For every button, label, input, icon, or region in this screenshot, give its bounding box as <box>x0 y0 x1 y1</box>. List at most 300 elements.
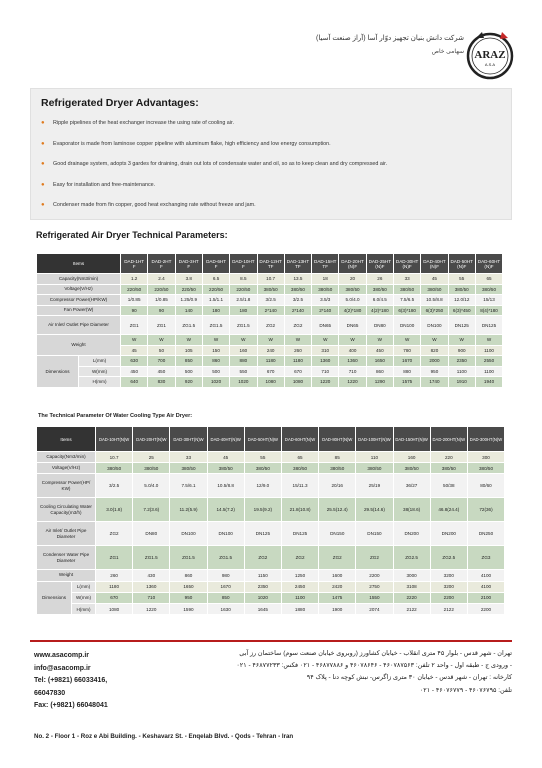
table-cell: 1740 <box>421 377 448 388</box>
model-header: DAD-3HT F <box>175 254 202 274</box>
table-cell: 1360 <box>133 581 170 592</box>
table-cell: 830 <box>148 377 175 388</box>
row-label: Cooling Circulating Water Capacity(m3/h) <box>37 498 96 522</box>
table-cell: DN200 <box>393 522 430 546</box>
table-row <box>37 377 503 388</box>
items-header: Items <box>37 254 121 274</box>
website-link[interactable]: www.asacomp.ir <box>34 652 89 659</box>
table2-title: The Technical Parameter Of Water Cooling Type Air Dryer: <box>38 413 193 419</box>
table-cell: DN125 <box>281 522 318 546</box>
table-cell: 4(2)*180 <box>366 305 393 316</box>
table-cell: 380/50 <box>393 284 420 295</box>
table-cell: 25/19 <box>356 474 393 498</box>
table-row <box>37 452 505 463</box>
table-cell: 10.5/8.8 <box>207 474 244 498</box>
row-label: Weight <box>37 570 96 581</box>
table-cell: 1250 <box>281 570 318 581</box>
table-cell: 670 <box>284 366 311 377</box>
table-cell: DN65 <box>339 316 366 335</box>
table-cell: 500 <box>202 366 229 377</box>
table-cell: 3.5/3 <box>312 295 339 306</box>
table-cell: 1900 <box>319 603 356 614</box>
table-cell: 850 <box>175 356 202 367</box>
table-cell: 1220 <box>312 377 339 388</box>
model-header: DAD-50HT(N)W <box>244 427 281 452</box>
svg-text:ARAZ: ARAZ <box>474 49 506 61</box>
table-cell: 55 <box>244 452 281 463</box>
table-cell: 670 <box>96 592 133 603</box>
table-cell: 3/2.5 <box>96 474 133 498</box>
table-cell: 1550 <box>356 592 393 603</box>
table-cell: 1180 <box>96 581 133 592</box>
list-item: ● Easy for installation and free-maintenance. <box>41 181 156 188</box>
table-cell: W <box>202 335 229 346</box>
row-label: Compressor Power(HP/KW) <box>37 295 121 306</box>
table-cell: 1080 <box>257 377 284 388</box>
table-cell: 1100 <box>281 592 318 603</box>
bullet-icon: ● <box>41 202 45 209</box>
table-cell: 1290 <box>366 377 393 388</box>
table-cell: 1/0.85 <box>121 295 148 306</box>
model-header: DAD-2HT F <box>148 254 175 274</box>
model-header: DAD-200HT(N)W <box>430 427 467 452</box>
table-cell: 260 <box>284 345 311 356</box>
table-cell: ZG2.5 <box>393 546 430 570</box>
table-cell: 180 <box>230 305 257 316</box>
row-label: Voltage(V/Hz) <box>37 284 121 295</box>
table-cell: 1180 <box>257 356 284 367</box>
table-cell: 65 <box>475 274 502 285</box>
row-label: Fan Power(W) <box>37 305 121 316</box>
advantages-title: Refrigerated Dryer Advantages: <box>41 97 199 109</box>
table-cell: W <box>230 335 257 346</box>
table-cell: 1020 <box>230 377 257 388</box>
table-cell: 3108 <box>393 581 430 592</box>
table-cell: 670 <box>257 366 284 377</box>
table-cell: 300 <box>467 452 504 463</box>
table-cell: DN125 <box>244 522 281 546</box>
model-header: DAD-12HT TF <box>257 254 284 274</box>
table-cell: W <box>393 335 420 346</box>
table-cell: 19.5(9.2) <box>244 498 281 522</box>
table-cell: 25.5(12.4) <box>319 498 356 522</box>
table-cell: DN80 <box>366 316 393 335</box>
model-header: DAD-1HT F <box>121 254 148 274</box>
table-cell: ZG2 <box>284 316 311 335</box>
table-cell: W <box>121 335 148 346</box>
table-row <box>37 592 505 603</box>
row-label: Voltage(V/Hz) <box>37 463 96 474</box>
table-cell: 450 <box>121 366 148 377</box>
table-cell: 1475 <box>319 592 356 603</box>
table-cell: 20 <box>339 274 366 285</box>
dimension-sublabel: W(mm) <box>79 366 121 377</box>
table-row <box>37 295 503 306</box>
table-cell: W <box>175 335 202 346</box>
model-header: DAD-15HT TF <box>312 254 339 274</box>
table-cell: 50 <box>148 345 175 356</box>
table-cell: 1.25/0.9 <box>175 295 202 306</box>
table-cell: ZG1.5 <box>207 546 244 570</box>
table-row <box>37 356 503 367</box>
table-cell: 980 <box>207 570 244 581</box>
table-cell: 380/50 <box>475 284 502 295</box>
table-cell: W <box>421 335 448 346</box>
table-cell: 2200 <box>430 592 467 603</box>
table-cell: 1360 <box>312 356 339 367</box>
table-cell: 850 <box>207 592 244 603</box>
table-cell: ZG2 <box>281 546 318 570</box>
list-item: ● Ripple pipelines of the heat exchanger increase the using rate of cooling air. <box>41 120 235 127</box>
phone-text-2: 66047830 <box>34 689 66 697</box>
table-cell: 380/50 <box>284 284 311 295</box>
table-cell: DN100 <box>393 316 420 335</box>
table-cell: 8.5 <box>230 274 257 285</box>
row-label: Capacity(Nm3/min) <box>37 274 121 285</box>
table-cell: 1020 <box>202 377 229 388</box>
bullet-icon: ● <box>41 120 45 127</box>
table-cell: 950 <box>170 592 207 603</box>
table-cell: 380/50 <box>133 463 170 474</box>
email-link[interactable]: info@asacomp.ir <box>34 664 91 672</box>
footer-divider <box>30 640 512 642</box>
table-header-row <box>37 427 505 452</box>
table-cell: 11.2(5.9) <box>170 498 207 522</box>
table-cell: 7.2(3.6) <box>133 498 170 522</box>
table-cell: W <box>339 335 366 346</box>
table-cell: 10.7 <box>96 452 133 463</box>
advantages-panel <box>30 88 512 220</box>
table-cell: 380/50 <box>96 463 133 474</box>
model-header: DAD-25HT (N)F <box>366 254 393 274</box>
table-cell: 33 <box>393 274 420 285</box>
table-cell: 55 <box>448 274 475 285</box>
dimensions-label: Dimensions <box>37 356 79 388</box>
table-cell: 6.0/4.5 <box>366 295 393 306</box>
table-cell: 3/2.5 <box>257 295 284 306</box>
table-cell: W <box>366 335 393 346</box>
model-header: DAD-80HT(N)W <box>319 427 356 452</box>
list-item: ● Condenser made from fin copper, good heat exchanging rate without freeze and jam. <box>41 202 256 209</box>
table-cell: 310 <box>312 345 339 356</box>
table-cell: 15/11.3 <box>281 474 318 498</box>
table-cell: 1575 <box>393 377 420 388</box>
table-cell: 2000 <box>421 356 448 367</box>
table-cell: 450 <box>148 366 175 377</box>
table-row <box>37 463 505 474</box>
table-cell: 1880 <box>281 603 318 614</box>
table-cell: 1360 <box>339 356 366 367</box>
model-header: DAD-20HT (N)F <box>339 254 366 274</box>
table-cell: 1910 <box>448 377 475 388</box>
table-cell: 380/50 <box>281 463 318 474</box>
table-row <box>37 305 503 316</box>
table-cell: 920 <box>175 377 202 388</box>
table-cell: 6(3)*180 <box>393 305 420 316</box>
address-fa <box>182 648 512 697</box>
model-header: DAD-300HT(N)W <box>467 427 504 452</box>
address-fa-line: - ورودی ج - طبقه اول - واحد ۲ تلفن: ۴۶۰۷۸۷۵۶۳ - ۴۶۰۷۸۶۴۶ و ۴۶۸۷۷۸۸۶ - ۰۲۱ فکس: ۴۶۸۷۷۲۳۳ - ۰۲۱ <box>236 662 512 670</box>
row-label: Condenser Water Pipe Diameter <box>37 546 96 570</box>
table-cell: 1670 <box>393 356 420 367</box>
dimensions-label: Dimensions <box>37 581 72 615</box>
table-cell: ZG1 <box>121 316 148 335</box>
table-cell: 110 <box>356 452 393 463</box>
table-cell: 21.8(10.8) <box>281 498 318 522</box>
table-cell: W <box>148 335 175 346</box>
table-cell: 1670 <box>207 581 244 592</box>
table-cell: 380/50 <box>319 463 356 474</box>
table-cell: 380/50 <box>207 463 244 474</box>
table-row <box>37 474 505 498</box>
table-cell: 2122 <box>430 603 467 614</box>
table-cell: 1/0.85 <box>148 295 175 306</box>
table-cell: DN65 <box>312 316 339 335</box>
table-cell: 2*140 <box>312 305 339 316</box>
table-cell: 220/50 <box>230 284 257 295</box>
table-cell: DN125 <box>475 316 502 335</box>
table-cell: DN150 <box>356 522 393 546</box>
table-cell: 2200 <box>467 603 504 614</box>
model-header: DAD-40HT(N)W <box>207 427 244 452</box>
table-cell: DN100 <box>170 522 207 546</box>
refrigerated-dryer-table <box>36 253 503 388</box>
row-label: Air Inlet/ Outlet Pipe Diameter <box>37 522 96 546</box>
address-fa-line: تهران - شهر قدس - بلوار ۴۵ متری انقلاب - خیابان کشاورز (روبروی خیابان صنعت سوم) ساختمان رز آبی <box>239 650 512 657</box>
table-cell: 7.5/6.1 <box>170 474 207 498</box>
table-cell: 450 <box>366 345 393 356</box>
table-cell: ZG1.5 <box>175 316 202 335</box>
table-cell: 2420 <box>319 581 356 592</box>
table-cell: 38(18.6) <box>393 498 430 522</box>
table-cell: 2.4 <box>148 274 175 285</box>
table-cell: 860 <box>170 570 207 581</box>
table-row <box>37 335 503 346</box>
table1-title: Refrigerated Air Dryer Technical Parameters: <box>36 230 228 240</box>
table-cell: DN125 <box>448 316 475 335</box>
table-cell: 29.5(14.6) <box>356 498 393 522</box>
table-cell: 1940 <box>475 377 502 388</box>
table-cell: 220/50 <box>121 284 148 295</box>
table-cell: 260 <box>96 570 133 581</box>
table-cell: 2122 <box>393 603 430 614</box>
table-cell: 2.5/1.8 <box>230 295 257 306</box>
table-cell: 880 <box>393 366 420 377</box>
bullet-icon: ● <box>41 181 45 188</box>
bullet-icon: ● <box>41 161 45 168</box>
table-cell: 6(3)*450 <box>448 305 475 316</box>
svg-text:A.S.A: A.S.A <box>484 62 496 67</box>
table-cell: 12.0/12 <box>448 295 475 306</box>
row-label: Weight <box>37 335 121 356</box>
table-cell: 45 <box>421 274 448 285</box>
address-en: No. 2 - Floor 1 - Roz e Abi Building. - Keshavarz St. - Enqelab Blvd. - Qods - Tehran - Iran <box>34 733 294 740</box>
row-label: Capacity(Nm3/min) <box>37 452 96 463</box>
table-cell: 1220 <box>133 603 170 614</box>
table-cell: 46.8(24.4) <box>430 498 467 522</box>
table-cell: 640 <box>121 377 148 388</box>
table-cell: 4100 <box>467 570 504 581</box>
table-cell: 380/50 <box>244 463 281 474</box>
company-type-fa: سهامی خاص <box>431 49 464 55</box>
table-cell: DN80 <box>133 522 170 546</box>
table-cell: 1.5/1.1 <box>202 295 229 306</box>
table-cell: 6(3)*250 <box>421 305 448 316</box>
table-cell: 80/60 <box>467 474 504 498</box>
table-cell: 700 <box>148 356 175 367</box>
table-cell: 33 <box>170 452 207 463</box>
dimension-sublabel: L(mm) <box>72 581 96 592</box>
table-cell: 220/50 <box>148 284 175 295</box>
table-cell: 430 <box>133 570 170 581</box>
table-cell: 36/27 <box>393 474 430 498</box>
table-cell: 4100 <box>467 581 504 592</box>
model-header: DAD-40HT (N)F <box>421 254 448 274</box>
table-cell: 220 <box>430 452 467 463</box>
table-cell: 1020 <box>244 592 281 603</box>
table-cell: ZG2 <box>96 522 133 546</box>
page-header <box>0 22 542 92</box>
table-cell: DN100 <box>207 522 244 546</box>
table-cell: 3.0(1.8) <box>96 498 133 522</box>
table-cell: 26 <box>366 274 393 285</box>
table-cell: 14.5(7.2) <box>207 498 244 522</box>
table-cell: W <box>448 335 475 346</box>
table-cell: 2350 <box>448 356 475 367</box>
table-cell: ZG1.5 <box>170 546 207 570</box>
table-cell: ZG1 <box>96 546 133 570</box>
table-cell: W <box>284 335 311 346</box>
table-cell: 820 <box>421 345 448 356</box>
water-cooling-dryer-table <box>36 426 505 615</box>
table-cell: 3200 <box>430 581 467 592</box>
table-cell: 1080 <box>284 377 311 388</box>
table-cell: 3200 <box>430 570 467 581</box>
table-cell: 1180 <box>284 356 311 367</box>
table-row <box>37 546 505 570</box>
table-header-row <box>37 254 503 274</box>
table-cell: 380/50 <box>467 463 504 474</box>
table-cell: 85 <box>319 452 356 463</box>
table-row <box>37 284 503 295</box>
table-cell: 50/38 <box>430 474 467 498</box>
table-cell: 2350 <box>244 581 281 592</box>
model-header: DAD-30HT (N)F <box>393 254 420 274</box>
table-cell: 13.5 <box>284 274 311 285</box>
table-cell: ZG2 <box>257 316 284 335</box>
model-header: DAD-60HT(N)W <box>281 427 318 452</box>
table-cell: 90 <box>121 305 148 316</box>
table-row <box>37 581 505 592</box>
table-cell: 3000 <box>393 570 430 581</box>
table-cell: 45 <box>121 345 148 356</box>
table-cell: ZG3 <box>467 546 504 570</box>
table-cell: 4(2)*180 <box>339 305 366 316</box>
table-row <box>37 316 503 335</box>
contact-block <box>34 650 184 713</box>
table-cell: 2450 <box>281 581 318 592</box>
table-cell: 72(36) <box>467 498 504 522</box>
company-logo <box>466 30 514 82</box>
table-cell: 220/50 <box>175 284 202 295</box>
table-cell: 380/50 <box>339 284 366 295</box>
model-header: DAD-30HT(N)W <box>170 427 207 452</box>
table-cell: 860 <box>366 366 393 377</box>
table-cell: 1590 <box>170 603 207 614</box>
company-name-fa: شرکت دانش بنیان تجهیز دوّار آسا (آراز صنعت آسیا) <box>316 35 464 42</box>
table-cell: 1100 <box>475 345 502 356</box>
dimension-sublabel: W(mm) <box>72 592 96 603</box>
table-cell: 780 <box>393 345 420 356</box>
table-cell: 380/50 <box>448 284 475 295</box>
list-item: ● Evaporator is made from laminose copper pipeline with aluminum flake, high efficiency and low energy consumption. <box>41 140 331 147</box>
table-cell: 2100 <box>467 592 504 603</box>
table-cell: 180 <box>202 305 229 316</box>
table-cell: 160 <box>393 452 430 463</box>
table-cell: 860 <box>202 356 229 367</box>
table-row <box>37 570 505 581</box>
table-cell: 1630 <box>207 603 244 614</box>
table-cell: 2*140 <box>257 305 284 316</box>
advantages-list <box>41 113 503 216</box>
table-cell: ZG2 <box>319 546 356 570</box>
table-cell: 2*140 <box>284 305 311 316</box>
table-cell: 2220 <box>393 592 430 603</box>
fax-text: Fax: (+9821) 66048041 <box>34 702 108 709</box>
table-cell: ZG1.5 <box>133 546 170 570</box>
table-cell: 12/9.0 <box>244 474 281 498</box>
table-cell: 2200 <box>356 570 393 581</box>
table-cell: 7.5/6.5 <box>393 295 420 306</box>
model-header: DAD-100HT(N)W <box>356 427 393 452</box>
table-cell: 3.8 <box>175 274 202 285</box>
table-cell: 380/50 <box>366 284 393 295</box>
table-cell: 160 <box>230 345 257 356</box>
table-cell: 380/50 <box>170 463 207 474</box>
table-cell: ZG1.5 <box>202 316 229 335</box>
table-cell: 380/50 <box>356 463 393 474</box>
table-cell: 500 <box>175 366 202 377</box>
list-item: ● Good drainage system, adopts 3 gardes for draining, drain out lots of condensate water and oil, so as to keep clean and dry compressed air. <box>41 161 388 168</box>
table-cell: 1080 <box>96 603 133 614</box>
dimension-sublabel: H(mm) <box>79 377 121 388</box>
table-cell: 880 <box>230 356 257 367</box>
table-cell: 1650 <box>366 356 393 367</box>
table-cell: 1220 <box>339 377 366 388</box>
table-row <box>37 274 503 285</box>
model-header: DAD-10HT F <box>230 254 257 274</box>
table-cell: 5.0/4.0 <box>339 295 366 306</box>
model-header: DAD-20HT(N)W <box>133 427 170 452</box>
table-cell: 1.2 <box>121 274 148 285</box>
table-cell: 15/13 <box>475 295 502 306</box>
model-header: DAD-60HT (N)F <box>475 254 502 274</box>
table-cell: 400 <box>339 345 366 356</box>
table-cell: 220/50 <box>202 284 229 295</box>
table-cell: 1650 <box>170 581 207 592</box>
table-cell: 380/50 <box>430 463 467 474</box>
table-cell: DN100 <box>421 316 448 335</box>
table-cell: 710 <box>339 366 366 377</box>
model-header: DAD-6HT F <box>202 254 229 274</box>
table-cell: 10.7 <box>257 274 284 285</box>
model-header: DAD-50HT (N)F <box>448 254 475 274</box>
table-cell: ZG1 <box>148 316 175 335</box>
table-cell: 2750 <box>356 581 393 592</box>
table-cell: 380/50 <box>257 284 284 295</box>
table-cell: 2550 <box>475 356 502 367</box>
phone-text: Tel: (+9821) 66033416, <box>34 677 108 684</box>
